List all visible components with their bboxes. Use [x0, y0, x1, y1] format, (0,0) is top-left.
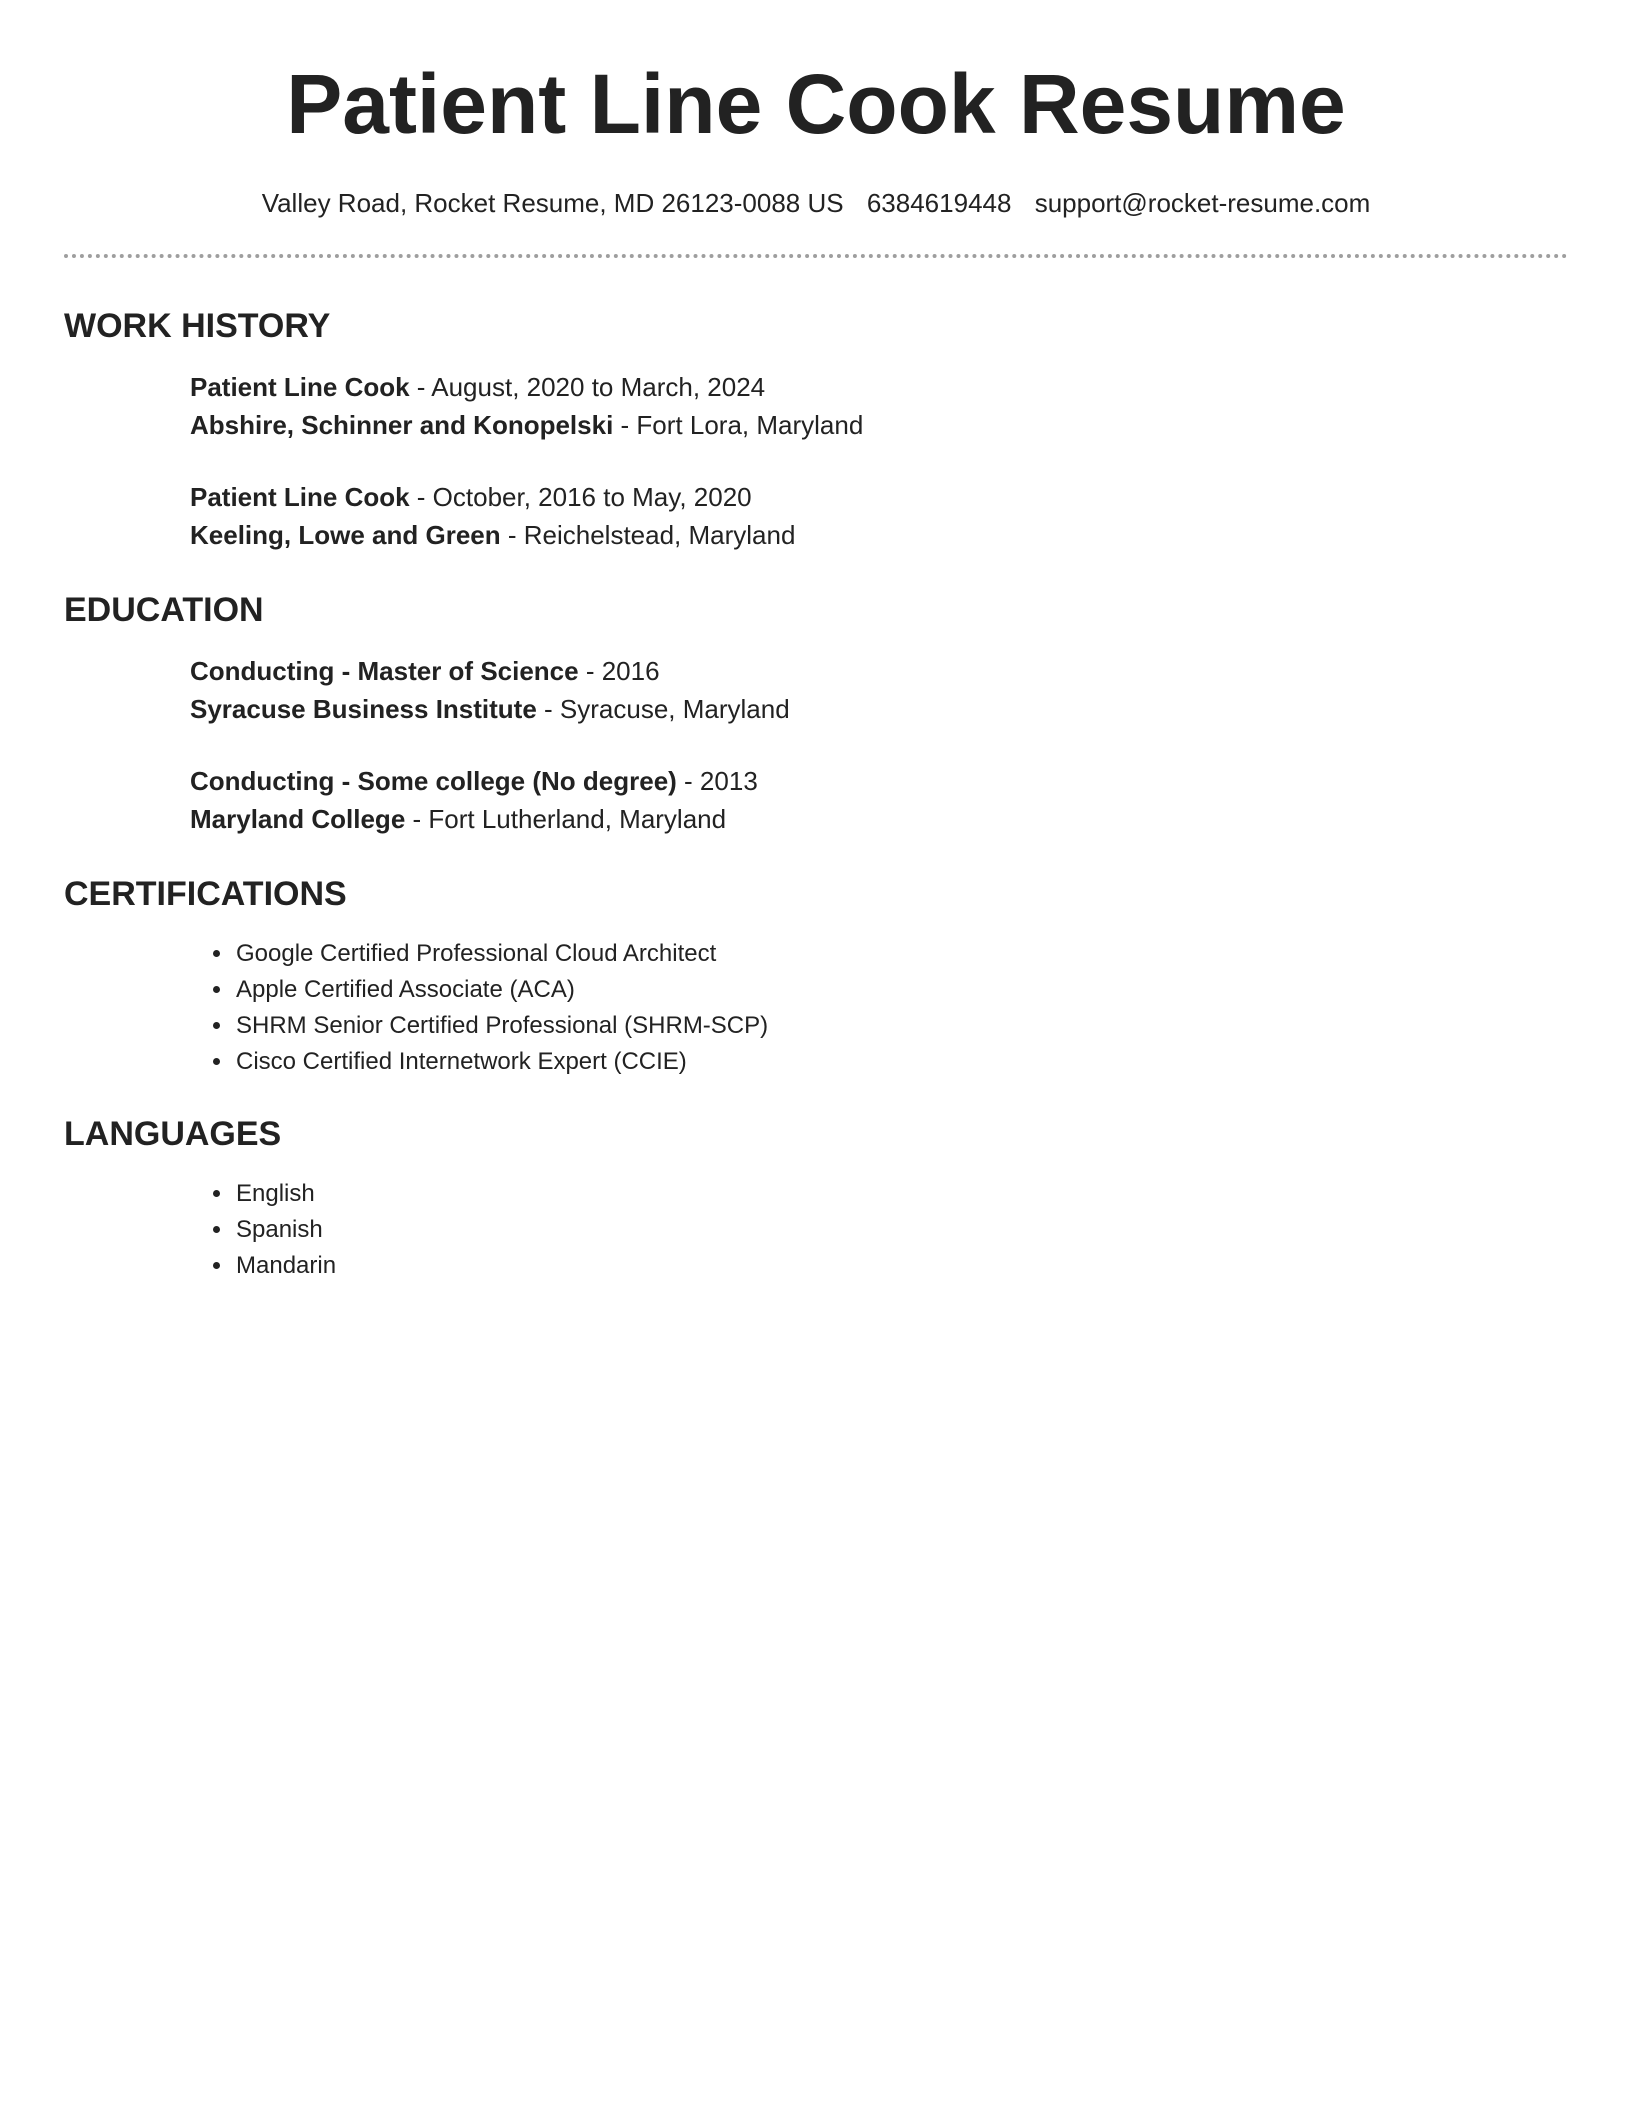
job-dates: - August, 2020 to March, 2024: [409, 372, 766, 402]
certifications-list: [64, 936, 1568, 1080]
education-location: - Syracuse, Maryland: [536, 694, 790, 724]
education-entry: [190, 762, 1568, 838]
education-year: - 2016: [578, 656, 660, 686]
job-entry: [190, 478, 1568, 554]
education-degree-line: [190, 762, 1568, 800]
resume-title: Patient Line Cook Resume: [286, 57, 1346, 151]
job-entry: [190, 368, 1568, 444]
work-history-entries: [190, 368, 1568, 554]
certification-item: • Cisco Certified Internetwork Expert (CCIE): [234, 1044, 1568, 1080]
education-school-line: [190, 800, 1568, 838]
education-degree: Conducting - Some college (No degree): [190, 766, 677, 796]
job-title-line: [190, 368, 1568, 406]
education-degree-line: [190, 652, 1568, 690]
education-entries: [190, 652, 1568, 838]
contact-email: support@rocket-resume.com: [1034, 188, 1371, 218]
job-company: Abshire, Schinner and Konopelski: [190, 410, 614, 440]
job-title: Patient Line Cook: [190, 482, 410, 512]
education-entry: [190, 652, 1568, 728]
work-history-section: [64, 306, 1568, 554]
education-school: Syracuse Business Institute: [190, 694, 537, 724]
job-company-line: [190, 406, 1568, 444]
languages-list: [64, 1176, 1568, 1284]
certifications-section: [64, 874, 1568, 1080]
header-divider: [64, 254, 1568, 258]
education-section: [64, 590, 1568, 838]
job-dates: - October, 2016 to May, 2020: [409, 482, 752, 512]
languages-heading: LANGUAGES: [64, 1115, 282, 1153]
certification-item: • Google Certified Professional Cloud Architect: [234, 936, 1568, 972]
certification-item: • SHRM Senior Certified Professional (SHRM-SCP): [234, 1008, 1568, 1044]
language-item: • Spanish: [234, 1212, 1568, 1248]
job-location: - Fort Lora, Maryland: [613, 410, 864, 440]
contact-line: [64, 186, 1568, 220]
certification-item: • Apple Certified Associate (ACA): [234, 972, 1568, 1008]
job-title: Patient Line Cook: [190, 372, 410, 402]
education-location: - Fort Lutherland, Maryland: [405, 804, 727, 834]
education-school: Maryland College: [190, 804, 406, 834]
work-history-heading: WORK HISTORY: [64, 307, 331, 345]
job-company: Keeling, Lowe and Green: [190, 520, 501, 550]
language-item: • Mandarin: [234, 1248, 1568, 1284]
job-location: - Reichelstead, Maryland: [500, 520, 796, 550]
job-company-line: [190, 516, 1568, 554]
contact-phone: 6384619448: [866, 188, 1012, 218]
education-school-line: [190, 690, 1568, 728]
job-title-line: [190, 478, 1568, 516]
certifications-heading: CERTIFICATIONS: [64, 875, 347, 913]
languages-section: [64, 1114, 1568, 1284]
language-item: • English: [234, 1176, 1568, 1212]
education-heading: EDUCATION: [64, 591, 264, 629]
education-year: - 2013: [676, 766, 758, 796]
education-degree: Conducting - Master of Science: [190, 656, 579, 686]
contact-address: Valley Road, Rocket Resume, MD 26123-0088 US: [261, 188, 844, 218]
